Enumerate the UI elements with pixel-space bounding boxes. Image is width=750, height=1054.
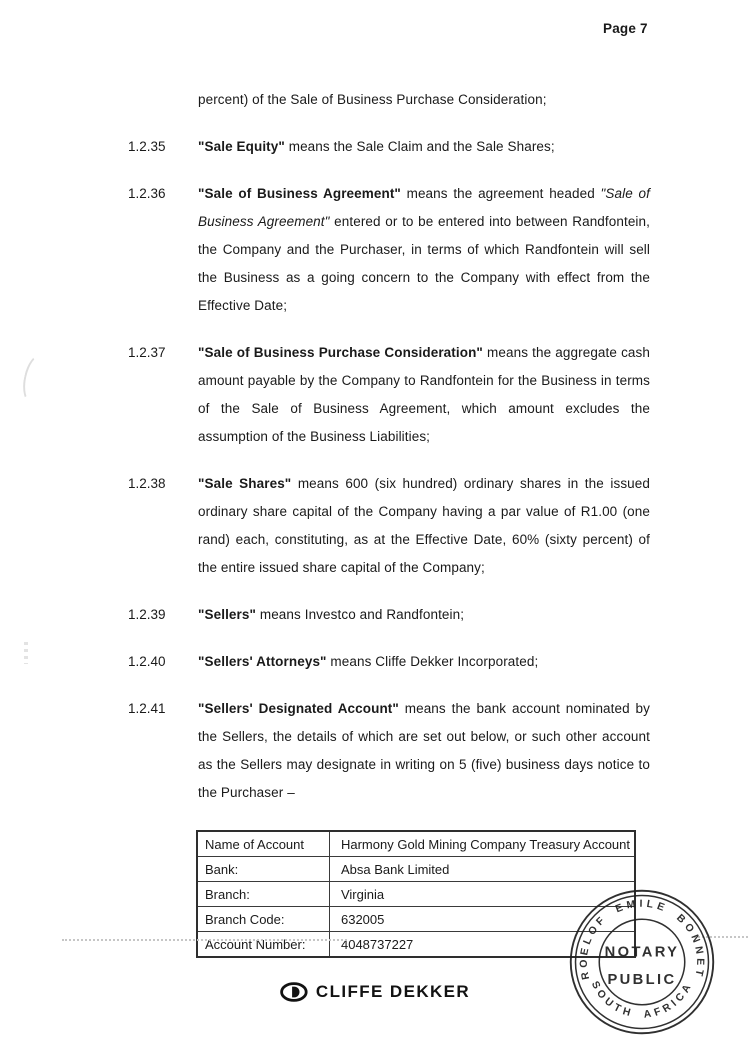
defined-term: "Sale Equity" [198, 139, 285, 154]
defined-term: "Sale Shares" [198, 476, 292, 491]
clause-number: 1.2.35 [128, 139, 166, 154]
table-cell-label: Branch Code: [197, 907, 329, 932]
clause-number: 1.2.40 [128, 654, 166, 669]
defined-term: "Sellers" [198, 607, 256, 622]
clause-text [198, 470, 650, 582]
table-cell-value: 632005 [329, 907, 635, 932]
table-cell-label: Name of Account [197, 831, 329, 857]
table-cell-label: Account Number: [197, 932, 329, 958]
table-cell-value: Absa Bank Limited [329, 857, 635, 882]
clause-text [198, 695, 650, 807]
clause-text [198, 648, 650, 676]
clause-number: 1.2.37 [128, 345, 166, 360]
clause-body-text: means 600 (six hundred) ordinary shares in the issued ordinary share capital of the Company having a par value of R1.00 (one rand) each, constituting, as at the Effective Date, 60% (sixty percent) of the entire issued share capital of the Company; [198, 476, 651, 575]
clause-1-2-36 [128, 180, 688, 320]
stamp-center-line2: PUBLIC [607, 971, 677, 988]
clause-body-text: entered or to be entered into between Randfontein, the Company and the Purchaser, in terms of which Randfontein will sell the Business as a going concern to the Company with effect from the Effective Date; [198, 214, 650, 313]
clause-1-2-39 [128, 601, 688, 629]
table-cell-label: Branch: [197, 882, 329, 907]
clause-continuation [128, 86, 688, 114]
clause-body-text: means the aggregate cash amount payable by the Company to Randfontein for the Business in terms of the Sale of Business Agreement, which amount excludes the assumption of the Business Liabilities; [198, 345, 650, 444]
clause-body-text: means the bank account nominated by the Sellers, the details of which are set out below, or such other account as the Sellers may designate in writing on 5 (five) business days notice to the Purchaser – [198, 701, 651, 800]
clause-text [198, 133, 650, 161]
clause-number: 1.2.39 [128, 607, 166, 622]
defined-term: "Sellers' Designated Account" [198, 701, 399, 716]
cliffe-dekker-logo-icon [280, 982, 308, 1002]
clause-text [198, 601, 650, 629]
footer-logo-text: CLIFFE DEKKER [315, 982, 471, 1001]
italic-reference: "Sale of Business Agreement" [198, 186, 650, 229]
stamp-arc-bottom-text: SOUTH AFRICA [588, 979, 696, 1021]
defined-term: "Sale of Business Purchase Consideration" [198, 345, 483, 360]
scan-artifact [19, 352, 53, 406]
clause-body-text: means the Sale Claim and the Sale Shares; [284, 139, 555, 154]
clause-number: 1.2.38 [128, 476, 166, 491]
table-cell-value: Virginia [329, 882, 635, 907]
clause-number: 1.2.36 [128, 186, 166, 201]
clause-body-text: means Cliffe Dekker Incorporated; [326, 654, 539, 669]
table-cell-value: Harmony Gold Mining Company Treasury Account [329, 831, 635, 857]
document-body [128, 86, 688, 977]
clause-1-2-40 [128, 648, 688, 676]
clause-number: 1.2.41 [128, 701, 166, 716]
table-cell-value: 4048737227 [329, 932, 635, 958]
defined-term: "Sellers' Attorneys" [198, 654, 327, 669]
clause-1-2-35 [128, 133, 688, 161]
stamp-center-line1: NOTARY [604, 944, 680, 961]
table-row [197, 831, 635, 857]
clause-number [128, 86, 198, 114]
clause-body-text: means Investco and Randfontein; [256, 607, 465, 622]
footer-logo [280, 982, 470, 1002]
notary-stamp [566, 886, 718, 1038]
notary-stamp-seal-icon [566, 886, 718, 1038]
clause-body-text: means the agreement headed [400, 186, 601, 201]
clause-text [198, 180, 650, 320]
clause-text: percent) of the Sale of Business Purchase Consideration; [198, 92, 547, 107]
clause-text [198, 339, 650, 451]
clause-1-2-41 [128, 695, 688, 807]
table-row [197, 857, 635, 882]
scan-artifact-dotted-line [62, 939, 347, 941]
defined-term: "Sale of Business Agreement" [198, 186, 401, 201]
table-cell-label: Bank: [197, 857, 329, 882]
page-number: Page 7 [603, 21, 648, 36]
clause-1-2-37 [128, 339, 688, 451]
clause-1-2-38 [128, 470, 688, 582]
stamp-arc-top-text: ROELOF EMILE BONNET [578, 898, 706, 981]
scan-artifact [24, 642, 28, 664]
